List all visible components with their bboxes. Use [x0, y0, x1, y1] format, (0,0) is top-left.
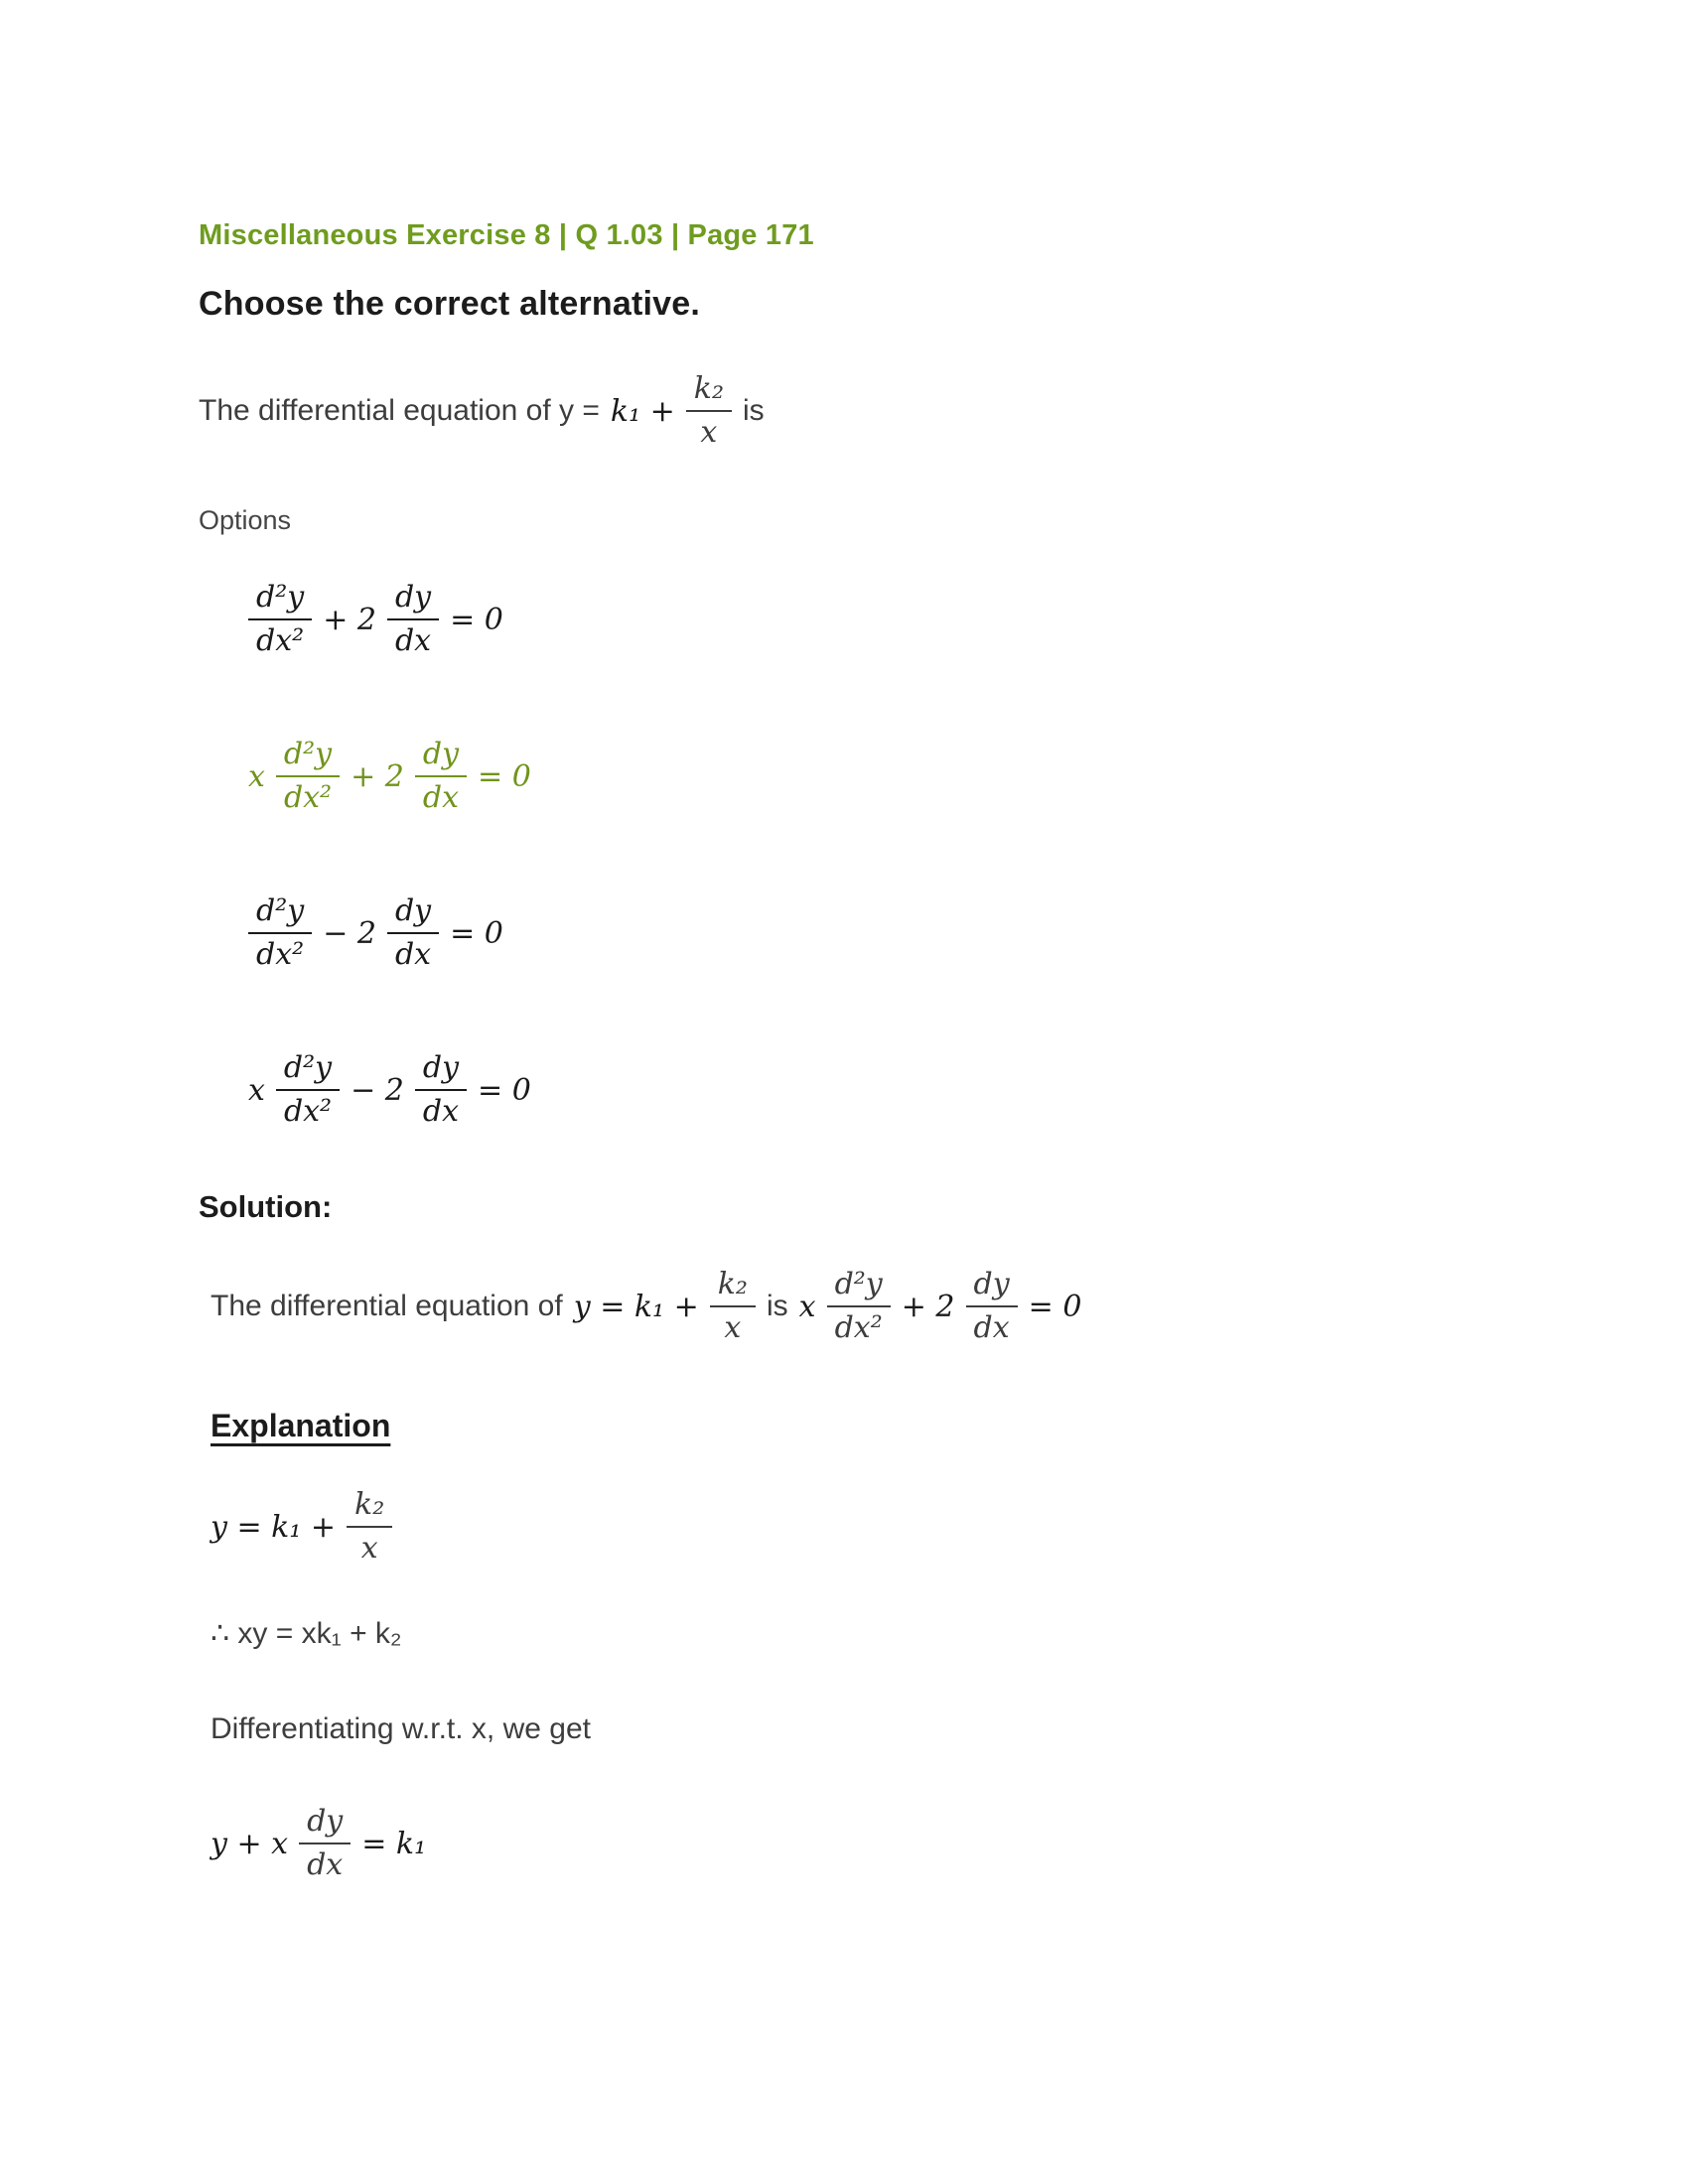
fraction-denominator: dx	[299, 1843, 351, 1882]
question-text-tail: is	[743, 394, 765, 427]
option-operator: − 2	[351, 1072, 404, 1108]
fraction-dy-dx	[387, 894, 439, 971]
fraction-d2y-dx2	[248, 581, 312, 657]
fraction-dy-dx	[387, 581, 439, 657]
fraction-denominator: dx	[415, 775, 467, 815]
fraction-dy-dx	[415, 1051, 467, 1128]
fraction-denominator: dx²	[276, 1089, 340, 1129]
solution-statement	[199, 1247, 1628, 1366]
fraction-denominator: x	[347, 1526, 392, 1566]
equation-math: y = k₁ +	[211, 1509, 337, 1545]
option-operator: + 2	[323, 602, 376, 637]
fraction-numerator: dy	[307, 1804, 344, 1840]
explanation-equation-1	[199, 1471, 1628, 1582]
fraction-dy-dx	[299, 1805, 351, 1881]
fraction-numerator: k₂	[717, 1267, 748, 1302]
fraction-numerator: dy	[422, 737, 460, 772]
option-4-formula	[199, 1032, 1628, 1148]
fraction-denominator: dx	[387, 932, 439, 972]
fraction-d2y-dx2	[276, 1051, 340, 1128]
fraction-k2-over-x	[686, 372, 732, 449]
option-lead: x	[248, 1072, 265, 1108]
derivation-note: Differentiating w.r.t. x, we get	[211, 1712, 591, 1745]
fraction-numerator: dy	[422, 1050, 460, 1086]
fraction-denominator: dx²	[276, 775, 340, 815]
question-math: k₁ +	[610, 393, 675, 429]
fraction-dy-dx	[966, 1268, 1018, 1344]
fraction-denominator: dx²	[248, 618, 312, 658]
equation-tail: = k₁	[361, 1826, 427, 1861]
fraction-k2-over-x	[710, 1268, 756, 1344]
fraction-d2y-dx2	[827, 1268, 891, 1344]
options-label: Options	[199, 505, 292, 535]
derivation-step: ∴ xy = xk₁ + k₂	[211, 1617, 402, 1650]
options-list	[199, 562, 1628, 1148]
fraction-numerator: dy	[394, 580, 432, 615]
option-2-formula-correct	[199, 719, 1628, 834]
fraction-numerator: d²y	[834, 1267, 883, 1302]
fraction-k2-over-x	[347, 1488, 392, 1565]
fraction-denominator: dx	[387, 618, 439, 658]
option-lead: x	[248, 758, 265, 794]
option-tail: = 0	[478, 758, 531, 794]
explanation-heading: Explanation	[211, 1408, 391, 1443]
solution-math: y = k₁ +	[573, 1289, 699, 1324]
fraction-numerator: d²y	[256, 893, 305, 929]
fraction-numerator: dy	[394, 893, 432, 929]
option-tail: = 0	[450, 915, 503, 951]
option-operator: − 2	[323, 915, 376, 951]
fraction-numerator: k₂	[693, 371, 724, 407]
fraction-denominator: dx²	[248, 932, 312, 972]
option-3-formula	[199, 876, 1628, 991]
option-operator: + 2	[351, 758, 404, 794]
solution-text-is: is	[766, 1290, 788, 1322]
fraction-denominator: x	[710, 1305, 756, 1345]
fraction-numerator: d²y	[256, 580, 305, 615]
fraction-numerator: dy	[973, 1267, 1010, 1302]
solution-heading: Solution:	[199, 1189, 333, 1224]
fraction-denominator: dx	[415, 1089, 467, 1129]
question-text: The differential equation of y =	[199, 394, 600, 427]
solution-text: The differential equation of	[211, 1290, 563, 1322]
exercise-breadcrumb-link[interactable]: Miscellaneous Exercise 8 | Q 1.03 | Page 171	[199, 219, 814, 251]
fraction-numerator: d²y	[283, 1050, 333, 1086]
fraction-d2y-dx2	[248, 894, 312, 971]
solution-operator: + 2	[901, 1289, 955, 1324]
fraction-denominator: dx²	[827, 1305, 891, 1345]
fraction-denominator: x	[686, 410, 732, 450]
fraction-numerator: k₂	[354, 1487, 385, 1523]
option-tail: = 0	[478, 1072, 531, 1108]
fraction-denominator: dx	[966, 1305, 1018, 1345]
fraction-d2y-dx2	[276, 738, 340, 814]
fraction-numerator: d²y	[283, 737, 333, 772]
solution-math-x: x	[798, 1289, 816, 1324]
explanation-equation-2	[199, 1785, 1628, 1902]
fraction-dy-dx	[415, 738, 467, 814]
equation-math: y + x	[211, 1826, 289, 1861]
solution-equals-zero: = 0	[1028, 1289, 1082, 1324]
option-tail: = 0	[450, 602, 503, 637]
option-1-formula	[199, 562, 1628, 677]
question-statement	[199, 359, 1628, 463]
question-prompt: Choose the correct alternative.	[199, 285, 701, 323]
